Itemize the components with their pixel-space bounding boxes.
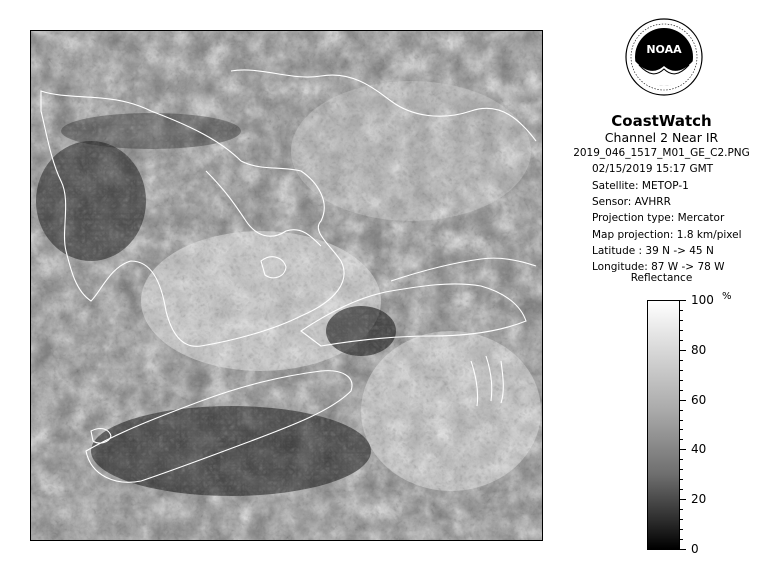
colorbar-major-tick	[680, 300, 686, 301]
colorbar-tick-label: 60	[691, 393, 707, 407]
colorbar-major-tick	[680, 449, 686, 450]
longitude-range: Longitude: 87 W -> 78 W	[592, 261, 725, 273]
colorbar-minor-tick	[680, 429, 683, 430]
image-datetime: 02/15/2019 15:17 GMT	[592, 163, 714, 175]
colorbar-minor-tick	[680, 469, 683, 470]
colorbar-minor-tick	[680, 529, 683, 530]
colorbar-minor-tick	[680, 330, 683, 331]
colorbar-tick-label: 80	[691, 343, 707, 357]
satellite-image	[30, 30, 543, 541]
colorbar-tick-label: 100	[691, 293, 714, 307]
colorbar-minor-tick	[680, 459, 683, 460]
colorbar-minor-tick	[680, 310, 683, 311]
colorbar-tick-label: 0	[691, 542, 699, 556]
colorbar-major-tick	[680, 499, 686, 500]
colorbar-minor-tick	[680, 519, 683, 520]
colorbar-major-tick	[680, 549, 686, 550]
image-filename: 2019_046_1517_M01_GE_C2.PNG	[573, 147, 750, 159]
colorbar-minor-tick	[680, 479, 683, 480]
colorbar-minor-tick	[680, 360, 683, 361]
colorbar-minor-tick	[680, 370, 683, 371]
colorbar	[647, 300, 680, 550]
colorbar-minor-tick	[680, 509, 683, 510]
map-projection: Map projection: 1.8 km/pixel	[592, 229, 742, 241]
latitude-range: Latitude : 39 N -> 45 N	[592, 245, 714, 257]
colorbar-title: Reflectance	[630, 272, 693, 284]
colorbar-minor-tick	[680, 410, 683, 411]
panel-title: CoastWatch	[611, 112, 712, 130]
colorbar-minor-tick	[680, 390, 683, 391]
colorbar-major-tick	[680, 400, 686, 401]
colorbar-minor-tick	[680, 539, 683, 540]
noaa-logo-text: NOAA	[646, 43, 682, 56]
colorbar-major-tick	[680, 350, 686, 351]
colorbar-unit: %	[722, 291, 732, 302]
panel-subtitle: Channel 2 Near IR	[604, 130, 719, 145]
colorbar-minor-tick	[680, 320, 683, 321]
colorbar-tick-label: 20	[691, 492, 707, 506]
noaa-logo	[625, 18, 703, 96]
noaa-logo-icon	[625, 18, 703, 96]
satellite-name: Satellite: METOP-1	[592, 180, 689, 192]
projection-type: Projection type: Mercator	[592, 212, 725, 224]
colorbar-minor-tick	[680, 340, 683, 341]
colorbar-tick-label: 40	[691, 442, 707, 456]
colorbar-minor-tick	[680, 380, 683, 381]
satellite-image-svg	[31, 31, 543, 541]
sensor-name: Sensor: AVHRR	[592, 196, 671, 208]
colorbar-minor-tick	[680, 420, 683, 421]
colorbar-minor-tick	[680, 489, 683, 490]
colorbar-minor-tick	[680, 439, 683, 440]
